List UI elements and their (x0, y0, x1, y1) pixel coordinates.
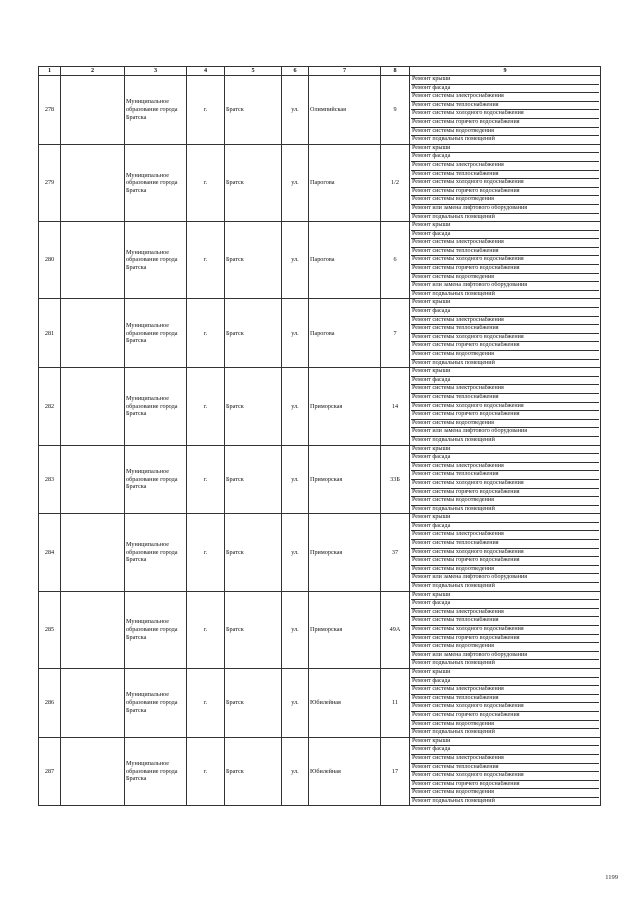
municipality: Муниципальное образование города Братска (125, 514, 187, 591)
house-number: 33Б (381, 445, 410, 514)
work-item: Ремонт системы водоотведения (411, 566, 599, 575)
municipality: Муниципальное образование города Братска (125, 368, 187, 445)
table-row (39, 737, 601, 806)
work-item: Ремонт системы холодного водоснабжения (411, 703, 599, 712)
city-name: Братск (225, 299, 282, 368)
house-number: 1/2 (381, 144, 410, 221)
city-name: Братск (225, 445, 282, 514)
table-row (39, 222, 601, 299)
work-item: Ремонт крыши (411, 145, 599, 154)
street-type: ул. (282, 144, 309, 221)
work-item: Ремонт системы водоотведения (411, 497, 599, 506)
street-name: Юбилейная (309, 668, 381, 737)
work-item: Ремонт крыши (411, 669, 599, 678)
municipality: Муниципальное образование города Братска (125, 591, 187, 668)
table-row (39, 76, 601, 145)
work-item: Ремонт системы горячего водоснабжения (411, 411, 599, 420)
work-item: Ремонт системы горячего водоснабжения (411, 265, 599, 274)
column-2-empty (61, 144, 125, 221)
column-2-empty (61, 668, 125, 737)
table-row (39, 445, 601, 514)
row-number: 285 (39, 591, 61, 668)
work-item: Ремонт фасада (411, 600, 599, 609)
city-name: Братск (225, 514, 282, 591)
col-header-9: 9 (410, 67, 601, 76)
work-item: Ремонт системы холодного водоснабжения (411, 256, 599, 265)
city-type: г. (187, 445, 225, 514)
work-item: Ремонт системы холодного водоснабжения (411, 626, 599, 635)
work-item: Ремонт системы электроснабжения (411, 531, 599, 540)
municipality: Муниципальное образование города Братска (125, 445, 187, 514)
work-item: Ремонт подвальных помещений (412, 436, 495, 443)
work-item: Ремонт фасада (411, 308, 599, 317)
street-name: Приморская (309, 445, 381, 514)
work-item: Ремонт фасада (411, 523, 599, 532)
city-name: Братск (225, 668, 282, 737)
house-number: 6 (381, 222, 410, 299)
repair-register-table (38, 66, 601, 806)
works-list (410, 144, 601, 221)
work-item: Ремонт системы электроснабжения (411, 385, 599, 394)
street-name: Парогова (309, 222, 381, 299)
house-number: 9 (381, 76, 410, 145)
col-header-5: 5 (225, 67, 282, 76)
house-number: 49А (381, 591, 410, 668)
work-item: Ремонт системы холодного водоснабжения (411, 549, 599, 558)
work-item: Ремонт системы водоотведения (411, 274, 599, 283)
work-item: Ремонт системы теплоснабжения (411, 540, 599, 549)
work-item: Ремонт или замена лифтового оборудования (411, 652, 599, 661)
col-header-1: 1 (39, 67, 61, 76)
work-item: Ремонт системы водоотведения (411, 351, 599, 360)
street-type: ул. (282, 668, 309, 737)
city-type: г. (187, 299, 225, 368)
house-number: 17 (381, 737, 410, 806)
street-type: ул. (282, 591, 309, 668)
column-2-empty (61, 222, 125, 299)
work-item: Ремонт или замена лифтового оборудования (411, 428, 599, 437)
works-list (410, 368, 601, 445)
work-item: Ремонт крыши (411, 514, 599, 523)
column-2-empty (61, 514, 125, 591)
city-type: г. (187, 668, 225, 737)
work-item: Ремонт фасада (411, 231, 599, 240)
house-number: 11 (381, 668, 410, 737)
work-item: Ремонт системы электроснабжения (411, 755, 599, 764)
row-number: 286 (39, 668, 61, 737)
work-item: Ремонт фасада (411, 746, 599, 755)
works-list (410, 299, 601, 368)
house-number: 7 (381, 299, 410, 368)
city-type: г. (187, 591, 225, 668)
city-name: Братск (225, 144, 282, 221)
work-item: Ремонт системы водоотведения (411, 721, 599, 730)
work-item: Ремонт системы горячего водоснабжения (411, 557, 599, 566)
works-list (410, 737, 601, 806)
work-item: Ремонт системы теплоснабжения (411, 394, 599, 403)
work-item: Ремонт подвальных помещений (412, 729, 495, 736)
work-item: Ремонт системы электроснабжения (411, 93, 599, 102)
column-2-empty (61, 591, 125, 668)
house-number: 37 (381, 514, 410, 591)
col-header-3: 3 (125, 67, 187, 76)
street-name: Парогова (309, 144, 381, 221)
municipality: Муниципальное образование города Братска (125, 76, 187, 145)
work-item: Ремонт системы горячего водоснабжения (411, 489, 599, 498)
work-item: Ремонт крыши (411, 368, 599, 377)
col-header-6: 6 (282, 67, 309, 76)
street-name: Парогова (309, 299, 381, 368)
work-item: Ремонт или замена лифтового оборудования (411, 282, 599, 291)
work-item: Ремонт системы теплоснабжения (411, 695, 599, 704)
table-row (39, 144, 601, 221)
work-item: Ремонт системы водоотведения (411, 128, 599, 137)
column-2-empty (61, 737, 125, 806)
work-item: Ремонт подвальных помещений (412, 583, 495, 590)
street-type: ул. (282, 76, 309, 145)
work-item: Ремонт подвальных помещений (412, 290, 495, 297)
street-type: ул. (282, 737, 309, 806)
city-type: г. (187, 144, 225, 221)
work-item: Ремонт системы теплоснабжения (411, 471, 599, 480)
work-item: Ремонт крыши (411, 222, 599, 231)
table-row (39, 299, 601, 368)
col-header-4: 4 (187, 67, 225, 76)
work-item: Ремонт системы электроснабжения (411, 317, 599, 326)
column-2-empty (61, 368, 125, 445)
work-item: Ремонт системы теплоснабжения (411, 764, 599, 773)
work-item: Ремонт подвальных помещений (412, 136, 495, 143)
header-row (39, 67, 601, 76)
work-item: Ремонт крыши (411, 738, 599, 747)
row-number: 283 (39, 445, 61, 514)
work-item: Ремонт системы горячего водоснабжения (411, 342, 599, 351)
col-header-8: 8 (381, 67, 410, 76)
work-item: Ремонт подвальных помещений (412, 797, 495, 804)
table-body (39, 76, 601, 806)
municipality: Муниципальное образование города Братска (125, 222, 187, 299)
work-item: Ремонт системы водоотведения (411, 196, 599, 205)
municipality: Муниципальное образование города Братска (125, 144, 187, 221)
work-item: Ремонт или замена лифтового оборудования (411, 574, 599, 583)
work-item: Ремонт подвальных помещений (412, 660, 495, 667)
work-item: Ремонт системы горячего водоснабжения (411, 188, 599, 197)
municipality: Муниципальное образование города Братска (125, 299, 187, 368)
street-name: Приморская (309, 591, 381, 668)
city-name: Братск (225, 222, 282, 299)
work-item: Ремонт крыши (411, 299, 599, 308)
work-item: Ремонт крыши (411, 446, 599, 455)
work-item: Ремонт фасада (411, 153, 599, 162)
table-row (39, 368, 601, 445)
works-list (410, 514, 601, 591)
row-number: 278 (39, 76, 61, 145)
work-item: Ремонт крыши (411, 76, 599, 85)
work-item: Ремонт системы горячего водоснабжения (411, 119, 599, 128)
work-item: Ремонт системы теплоснабжения (411, 102, 599, 111)
row-number: 282 (39, 368, 61, 445)
column-2-empty (61, 445, 125, 514)
page-number: 1199 (605, 874, 618, 881)
city-type: г. (187, 514, 225, 591)
table-row (39, 514, 601, 591)
works-list (410, 76, 601, 145)
street-type: ул. (282, 222, 309, 299)
city-name: Братск (225, 737, 282, 806)
city-name: Братск (225, 76, 282, 145)
table-row (39, 591, 601, 668)
row-number: 280 (39, 222, 61, 299)
work-item: Ремонт системы холодного водоснабжения (411, 772, 599, 781)
work-item: Ремонт крыши (411, 592, 599, 601)
table-row (39, 668, 601, 737)
municipality: Муниципальное образование города Братска (125, 668, 187, 737)
street-type: ул. (282, 368, 309, 445)
works-list (410, 222, 601, 299)
house-number: 14 (381, 368, 410, 445)
work-item: Ремонт подвальных помещений (412, 359, 495, 366)
work-item: Ремонт системы водоотведения (411, 643, 599, 652)
street-type: ул. (282, 445, 309, 514)
works-list (410, 445, 601, 514)
city-type: г. (187, 368, 225, 445)
col-header-7: 7 (309, 67, 381, 76)
col-header-2: 2 (61, 67, 125, 76)
work-item: Ремонт системы холодного водоснабжения (411, 179, 599, 188)
street-name: Приморская (309, 514, 381, 591)
work-item: Ремонт системы горячего водоснабжения (411, 635, 599, 644)
street-name: Приморская (309, 368, 381, 445)
city-type: г. (187, 222, 225, 299)
work-item: Ремонт системы электроснабжения (411, 239, 599, 248)
work-item: Ремонт системы холодного водоснабжения (411, 480, 599, 489)
street-name: Юбилейная (309, 737, 381, 806)
row-number: 287 (39, 737, 61, 806)
work-item: Ремонт системы электроснабжения (411, 686, 599, 695)
work-item: Ремонт или замена лифтового оборудования (411, 205, 599, 214)
city-type: г. (187, 76, 225, 145)
street-type: ул. (282, 299, 309, 368)
work-item: Ремонт фасада (411, 454, 599, 463)
work-item: Ремонт системы холодного водоснабжения (411, 334, 599, 343)
city-name: Братск (225, 591, 282, 668)
work-item: Ремонт фасада (411, 377, 599, 386)
work-item: Ремонт подвальных помещений (412, 213, 495, 220)
work-item: Ремонт системы электроснабжения (411, 162, 599, 171)
work-item: Ремонт системы электроснабжения (411, 609, 599, 618)
works-list (410, 591, 601, 668)
column-2-empty (61, 299, 125, 368)
work-item: Ремонт системы водоотведения (411, 789, 599, 798)
work-item: Ремонт системы теплоснабжения (411, 171, 599, 180)
work-item: Ремонт системы водоотведения (411, 420, 599, 429)
work-item: Ремонт системы теплоснабжения (411, 617, 599, 626)
street-name: Олимпийская (309, 76, 381, 145)
column-2-empty (61, 76, 125, 145)
work-item: Ремонт подвальных помещений (412, 505, 495, 512)
works-list (410, 668, 601, 737)
row-number: 279 (39, 144, 61, 221)
street-type: ул. (282, 514, 309, 591)
work-item: Ремонт системы электроснабжения (411, 463, 599, 472)
municipality: Муниципальное образование города Братска (125, 737, 187, 806)
work-item: Ремонт системы холодного водоснабжения (411, 110, 599, 119)
city-type: г. (187, 737, 225, 806)
work-item: Ремонт фасада (411, 678, 599, 687)
city-name: Братск (225, 368, 282, 445)
work-item: Ремонт системы холодного водоснабжения (411, 403, 599, 412)
row-number: 281 (39, 299, 61, 368)
work-item: Ремонт системы теплоснабжения (411, 248, 599, 257)
row-number: 284 (39, 514, 61, 591)
work-item: Ремонт системы горячего водоснабжения (411, 781, 599, 790)
work-item: Ремонт системы теплоснабжения (411, 325, 599, 334)
work-item: Ремонт системы горячего водоснабжения (411, 712, 599, 721)
work-item: Ремонт фасада (411, 85, 599, 94)
